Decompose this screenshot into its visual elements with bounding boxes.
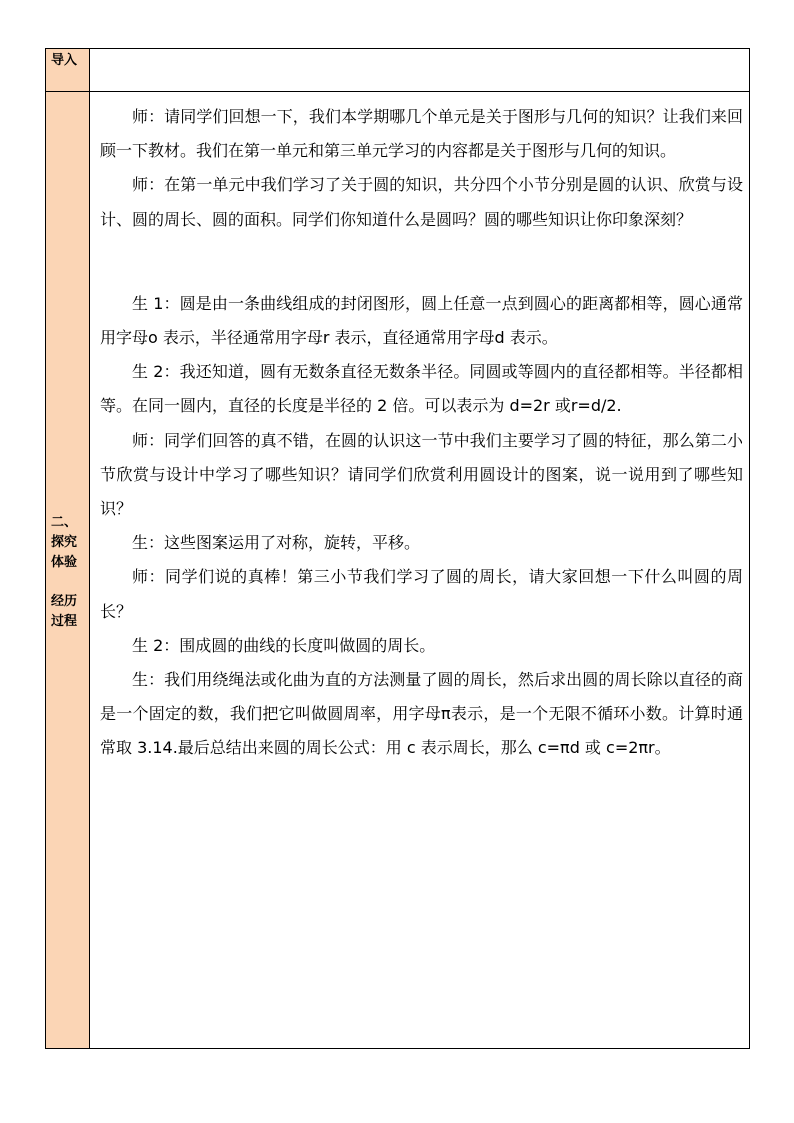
- section-label-line: 过程: [51, 614, 78, 629]
- table-row-exploration: [46, 92, 750, 1049]
- section-content-cell: [90, 49, 750, 91]
- section-label-line: 探究: [51, 535, 78, 550]
- dialogue-paragraph: 生：这些图案运用了对称，旋转，平移。: [132, 533, 421, 553]
- paragraph-gap: [100, 237, 743, 287]
- section-label-cell: [46, 49, 90, 91]
- dialogue-paragraph: 师：同学们说的真棒！第三小节我们学习了圆的周长，请大家回想一下什么叫圆的周长？: [100, 567, 743, 621]
- section-label-gap: [51, 573, 89, 592]
- dialogue-paragraph: 师：在第一单元中我们学习了关于圆的知识，共分四个小节分别是圆的认识、欣赏与设计、圆的周长、圆的面积。同学们你知道什么是圆吗？圆的哪些知识让你印象深刻？: [100, 175, 743, 229]
- section-label-line: 经历: [51, 594, 78, 609]
- lesson-table: [45, 48, 750, 1049]
- dialogue-paragraph: 师：请同学们回想一下，我们本学期哪几个单元是关于图形与几何的知识？让我们来回顾一下教材。我们在第一单元和第三单元学习的内容都是关于图形与几何的知识。: [100, 107, 743, 161]
- section-label-line: 导入: [51, 53, 78, 68]
- table-row-introduction: [46, 49, 750, 92]
- section-label-line: 体验: [51, 555, 78, 570]
- section-label-line: 二、: [51, 515, 78, 530]
- section-label-cell: [46, 92, 90, 1048]
- dialogue-paragraph: 生 1：圆是由一条曲线组成的封闭图形，圆上任意一点到圆心的距离都相等，圆心通常用字母o 表示，半径通常用字母r 表示，直径通常用字母d 表示。: [100, 293, 743, 348]
- dialogue-paragraph: 生：我们用绕绳法或化曲为直的方法测量了圆的周长，然后求出圆的周长除以直径的商是一个固定的数，我们把它叫做圆周率，用字母π表示，是一个无限不循环小数。计算时通常取 3.14.最后总结出来圆的周长公式：用 c 表示周长，那么 c=πd 或 c=2πr。: [100, 670, 743, 758]
- dialogue-paragraph: 师：同学们回答的真不错，在圆的认识这一节中我们主要学习了圆的特征，那么第二小节欣赏与设计中学习了哪些知识？请同学们欣赏利用圆设计的图案，说一说用到了哪些知识？: [100, 430, 743, 519]
- dialogue-paragraph: 生 2：围成圆的曲线的长度叫做圆的周长。: [132, 635, 436, 655]
- section-content-cell: [90, 92, 750, 1048]
- dialogue-paragraph: 生 2：我还知道，圆有无数条直径无数条半径。同圆或等圆内的直径都相等。半径都相等。在同一圆内，直径的长度是半径的 2 倍。可以表示为 d=2r 或r=d/2.: [100, 362, 743, 416]
